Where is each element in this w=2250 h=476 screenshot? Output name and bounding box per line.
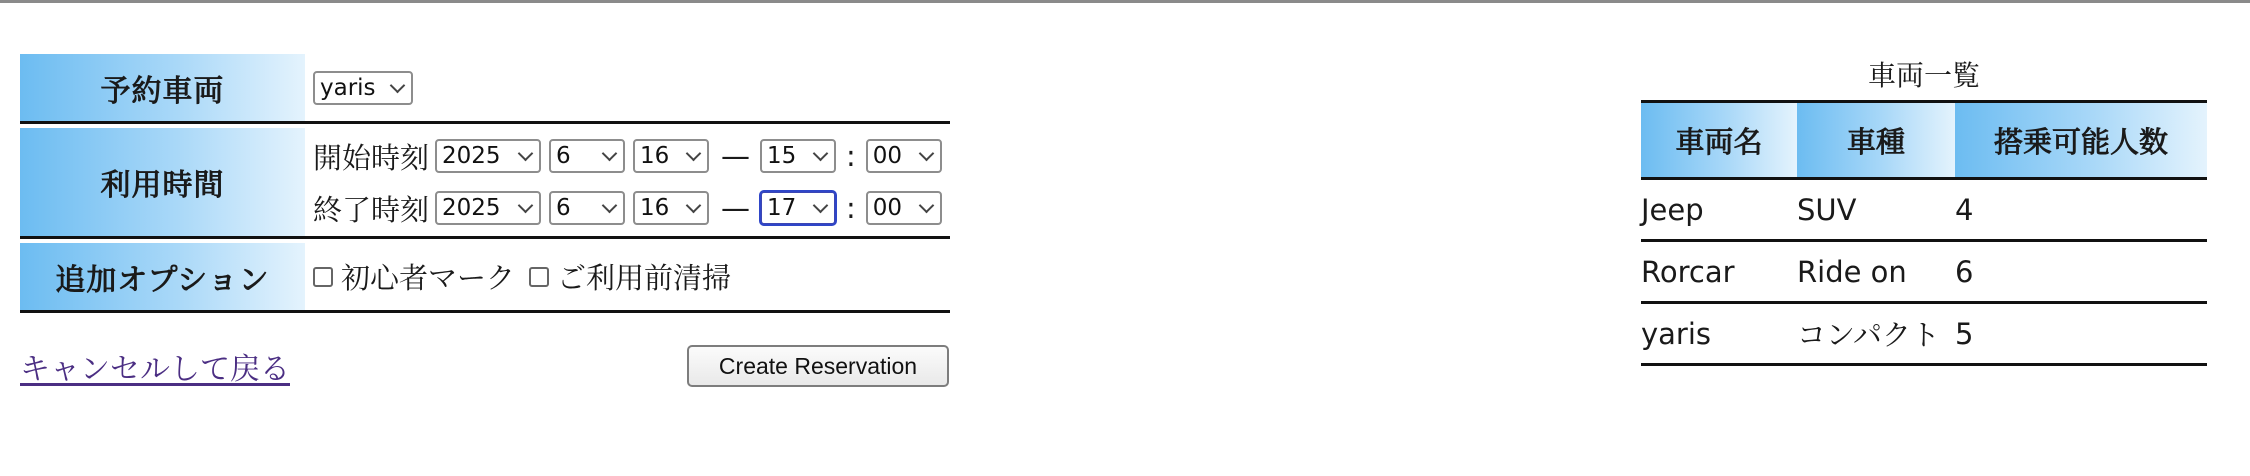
time-label: 利用時間: [20, 128, 305, 236]
options-row: [20, 243, 950, 313]
pre-cleaning-checkbox[interactable]: [529, 267, 549, 287]
cancel-link[interactable]: キャンセルして戻る: [20, 352, 290, 387]
beginner-mark-checkbox[interactable]: [313, 267, 333, 287]
vehicle-capacity: 4: [1955, 192, 1974, 227]
chevron-down-icon: [686, 198, 702, 214]
options-label: 追加オプション: [20, 243, 305, 310]
end-time-line: [313, 182, 950, 234]
vehicle-label: 予約車両: [20, 54, 305, 121]
time-colon: :: [846, 139, 856, 173]
vehicle-type: Ride on: [1797, 254, 1907, 289]
vehicle-type: SUV: [1797, 192, 1857, 227]
vehicle-list-caption: 車両一覧: [1641, 52, 2207, 103]
start-minute-select[interactable]: 00: [866, 139, 942, 173]
start-day-select[interactable]: 16: [633, 139, 709, 173]
column-header-type: 車種: [1797, 103, 1955, 177]
column-header-capacity: 搭乗可能人数: [1955, 103, 2207, 177]
vehicle-capacity: 5: [1955, 316, 1974, 351]
table-row: [1641, 242, 2207, 304]
chevron-down-icon: [390, 77, 406, 93]
table-row: [1641, 304, 2207, 366]
chevron-down-icon: [919, 146, 935, 162]
time-separator: —: [721, 139, 751, 173]
vehicle-select[interactable]: yaris: [313, 71, 413, 105]
vehicle-type: コンパクト: [1797, 318, 1940, 352]
chevron-down-icon: [602, 146, 618, 162]
chevron-down-icon: [813, 146, 829, 162]
vehicle-capacity: 6: [1955, 254, 1974, 289]
create-reservation-button[interactable]: Create Reservation: [687, 345, 949, 387]
table-header: [1641, 103, 2207, 180]
chevron-down-icon: [518, 146, 534, 162]
column-header-name: 車両名: [1641, 103, 1797, 177]
reservation-form: [20, 54, 950, 313]
option-pre-cleaning[interactable]: ご利用前清掃: [529, 256, 731, 297]
time-colon: :: [846, 191, 856, 225]
end-day-select[interactable]: 16: [633, 191, 709, 225]
end-year-select[interactable]: 2025: [435, 191, 541, 225]
start-time-label: 開始時刻: [313, 140, 430, 175]
time-row: [20, 128, 950, 239]
top-border: [0, 0, 2250, 3]
chevron-down-icon: [686, 146, 702, 162]
vehicle-name: Jeep: [1641, 192, 1704, 227]
start-hour-select[interactable]: 15: [760, 139, 836, 173]
chevron-down-icon: [602, 198, 618, 214]
vehicle-name: Rorcar: [1641, 254, 1735, 289]
vehicle-row: [20, 54, 950, 124]
end-month-select[interactable]: 6: [549, 191, 625, 225]
chevron-down-icon: [518, 198, 534, 214]
end-hour-select[interactable]: 17: [760, 191, 836, 225]
vehicle-list-table: [1641, 52, 2207, 366]
table-row: [1641, 180, 2207, 242]
option-beginner-mark[interactable]: 初心者マーク: [313, 256, 515, 297]
chevron-down-icon: [919, 198, 935, 214]
end-minute-select[interactable]: 00: [866, 191, 942, 225]
chevron-down-icon: [813, 198, 829, 214]
start-month-select[interactable]: 6: [549, 139, 625, 173]
end-time-label: 終了時刻: [313, 192, 430, 227]
start-year-select[interactable]: 2025: [435, 139, 541, 173]
start-time-line: [313, 130, 950, 182]
vehicle-name: yaris: [1641, 316, 1712, 351]
time-separator: —: [721, 191, 751, 225]
